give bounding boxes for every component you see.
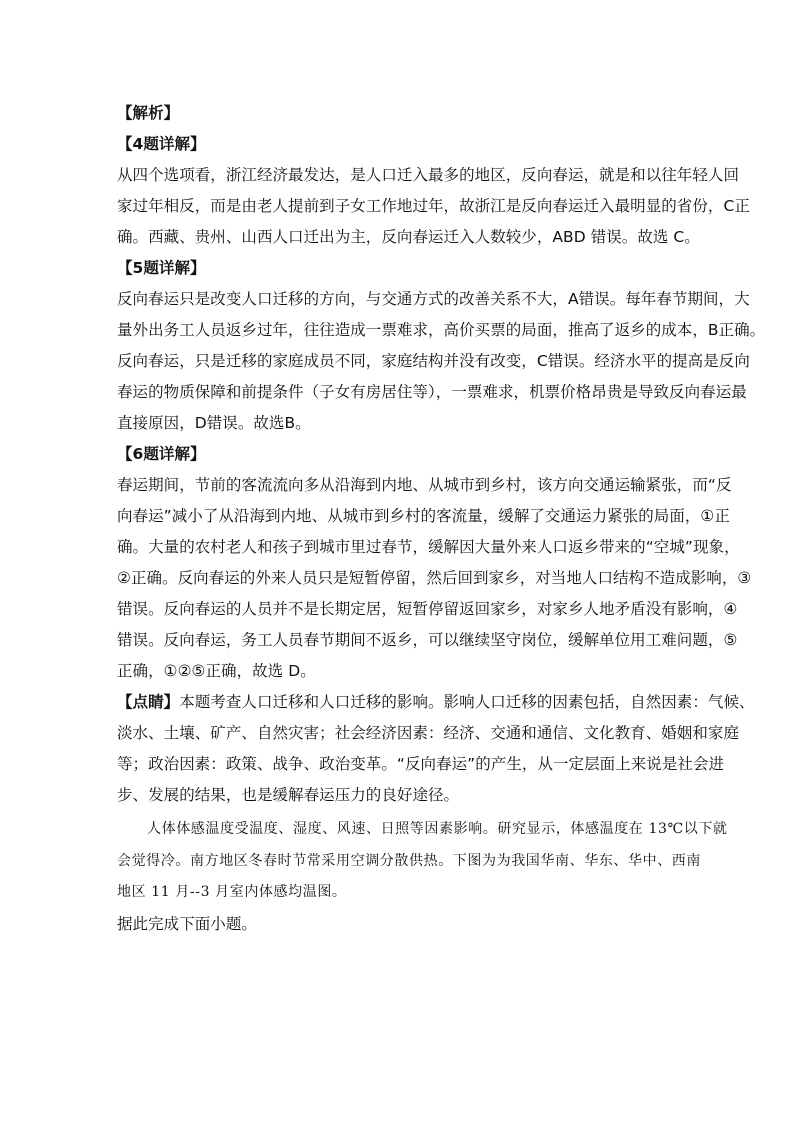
q5-line: 直接原因，D错误。故选B。	[117, 414, 311, 432]
q5-title: 【5题详解】	[117, 259, 206, 277]
q4-line: 从四个选项看，浙江经济最发达，是人口迁入最多的地区，反向春运，就是和以往年轻人回	[117, 166, 740, 184]
q6-line: 错误。反向春运，务工人员春节期间不返乡，可以继续坚守岗位，缓解单位用工难问题，⑤	[117, 631, 738, 649]
document-page	[117, 98, 766, 940]
q4-title: 【4题详解】	[117, 135, 206, 153]
q4-line: 确。西藏、贵州、山西人口迁出为主，反向春运迁入人数较少，ABD 错误。故选 C。	[117, 228, 700, 246]
q6-line: 错误。反向春运的人员并不是长期定居，短暂停留返回家乡，对家乡人地矛盾没有影响，④	[117, 600, 738, 618]
q5-line: 反向春运只是改变人口迁移的方向，与交通方式的改善关系不大，A错误。每年春节期间，大	[117, 290, 750, 308]
q5-line: 量外出务工人员返乡过年，往往造成一票难求，高价买票的局面，推高了返乡的成本，B正确。	[117, 321, 766, 339]
q6-line: 春运期间，节前的客流流向多从沿海到内地、从城市到乡村，该方向交通运输紧张，而“反	[117, 476, 732, 494]
q4-line: 家过年相反，而是由老人提前到子女工作地过年，故浙江是反向春运迁入最明显的省份，C正	[117, 197, 750, 215]
q6-line: 正确，①②⑤正确，故选 D。	[117, 662, 316, 680]
intro-line: 人体体感温度受温度、湿度、风速、日照等因素影响。研究显示，体感温度在 13℃以下就	[147, 821, 728, 837]
intro-line: 地区 11 月--3 月室内体感均温图。	[117, 884, 347, 900]
tips-line: 步、发展的结果，也是缓解春运压力的良好途径。	[117, 786, 460, 804]
q6-title: 【6题详解】	[117, 445, 206, 463]
tips-first-line	[117, 687, 755, 718]
analysis-heading: 【解析】	[117, 104, 180, 122]
tips-first-line-text: 本题考查人口迁移和人口迁移的影响。影响人口迁移的因素包括，自然因素：气候、	[179, 693, 755, 711]
q5-line: 反向春运，只是迁移的家庭成员不同，家庭结构并没有改变，C错误。经济水平的提高是反向	[117, 352, 750, 370]
q5-line: 春运的物质保障和前提条件（子女有房居住等），一票难求，机票价格昂贵是导致反向春运最	[117, 383, 747, 401]
tips-line: 淡水、土壤、矿产、自然灾害；社会经济因素：经济、交通和通信、文化教育、婚姻和家庭	[117, 724, 740, 742]
q6-line: ②正确。反向春运的外来人员只是短暂停留，然后回到家乡，对当地人口结构不造成影响，③	[117, 569, 752, 587]
tips-line: 等；政治因素：政策、战争、政治变革。“反向春运”的产生，从一定层面上来说是社会进	[117, 755, 725, 773]
q6-line: 向春运”减小了从沿海到内地、从城市到乡村的客流量，缓解了交通运力紧张的局面，①正	[117, 507, 730, 525]
instruction-line: 据此完成下面小题。	[117, 914, 257, 933]
q6-line: 确。大量的农村老人和孩子到城市里过春节，缓解因大量外来人口返乡带来的“空城”现象，	[117, 538, 740, 556]
tips-tag: 【点睛】	[117, 693, 180, 711]
intro-line: 会觉得冷。南方地区冬春时节常采用空调分散供热。下图为为我国华南、华东、华中、西南	[117, 852, 701, 869]
